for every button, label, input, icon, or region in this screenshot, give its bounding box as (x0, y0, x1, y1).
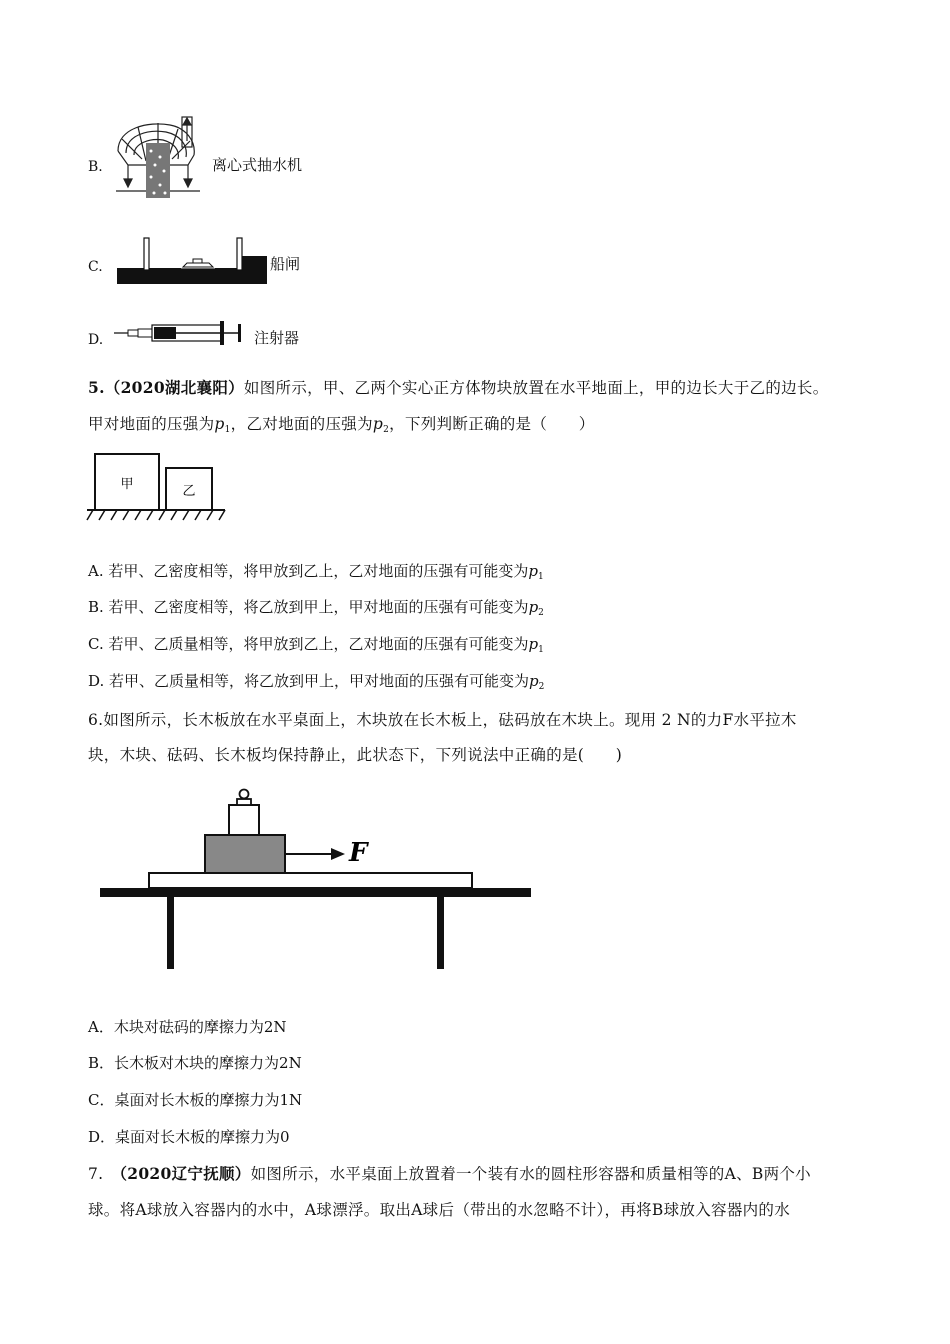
q6-option-d: D．桌面对长木板的摩擦力为0 (88, 1128, 290, 1146)
ship-lock-figure (115, 234, 270, 286)
q6-option-b: B．长木板对木块的摩擦力为2N (88, 1054, 302, 1072)
q5-option-d: D. 若甲、乙质量相等，将乙放到甲上，甲对地面的压强有可能变为$p_2$ (88, 672, 545, 692)
q5-option-b: B. 若甲、乙密度相等，将乙放到甲上，甲对地面的压强有可能变为$p_2$ (88, 598, 544, 618)
q7-number: 7. (88, 1165, 120, 1183)
option-d-letter: D. (88, 332, 104, 348)
q5-source: （2020湖北襄阳） (104, 378, 244, 397)
friction-table-figure (95, 785, 535, 975)
q6-option-a: A．木块对砝码的摩擦力为2N (88, 1018, 287, 1036)
q6-line1: 6.如图所示，长木板放在水平桌面上，木块放在长木板上，砝码放在木块上。现用 2 N的力F水平拉木 (88, 711, 797, 729)
q7-stem: 如图所示，水平桌面上放置着一个装有水的圆柱形容器和质量相等的A、B两个小 (250, 1165, 811, 1183)
q5-number: 5. (88, 378, 105, 397)
centrifugal-pump-figure (108, 113, 208, 201)
blocks-figure (85, 452, 230, 524)
block-yi-label: 乙 (182, 484, 196, 499)
option-c-label: 船闸 (270, 255, 301, 273)
block-jia-label: 甲 (120, 477, 134, 492)
q6-line2: 块，木块、砝码、长木板均保持静止，此状态下，下列说法中正确的是( ) (88, 746, 623, 764)
q5-line2: 甲对地面的压强为$p_1$，乙对地面的压强为$p_2$，下列判断正确的是（ ） (88, 415, 595, 435)
q7-source: （2020辽宁抚顺） (119, 1164, 251, 1183)
q5-stem: 如图所示，甲、乙两个实心正方体物块放置在水平地面上，甲的边长大于乙的边长。 (243, 379, 829, 397)
q7-line2: 球。将A球放入容器内的水中，A球漂浮。取出A球后（带出的水忽略不计），再将B球放入容器内的水 (88, 1201, 791, 1219)
force-label: F (349, 838, 368, 868)
option-c-letter: C. (88, 259, 103, 275)
syringe-figure (108, 318, 248, 348)
q6-option-c: C．桌面对长木板的摩擦力为1N (88, 1091, 303, 1109)
option-b-letter: B. (88, 159, 103, 175)
q7-line1 (88, 1163, 811, 1185)
q5-option-c: C. 若甲、乙质量相等，将甲放到乙上，乙对地面的压强有可能变为$p_1$ (88, 635, 544, 655)
p2-symbol: p (372, 415, 384, 433)
option-d-label: 注射器 (254, 329, 300, 347)
option-b-label: 离心式抽水机 (212, 156, 303, 174)
q5-option-a: A. 若甲、乙密度相等，将甲放到乙上，乙对地面的压强有可能变为$p_1$ (88, 562, 544, 582)
p1-symbol: p (214, 415, 225, 433)
q5-line1 (88, 377, 829, 399)
